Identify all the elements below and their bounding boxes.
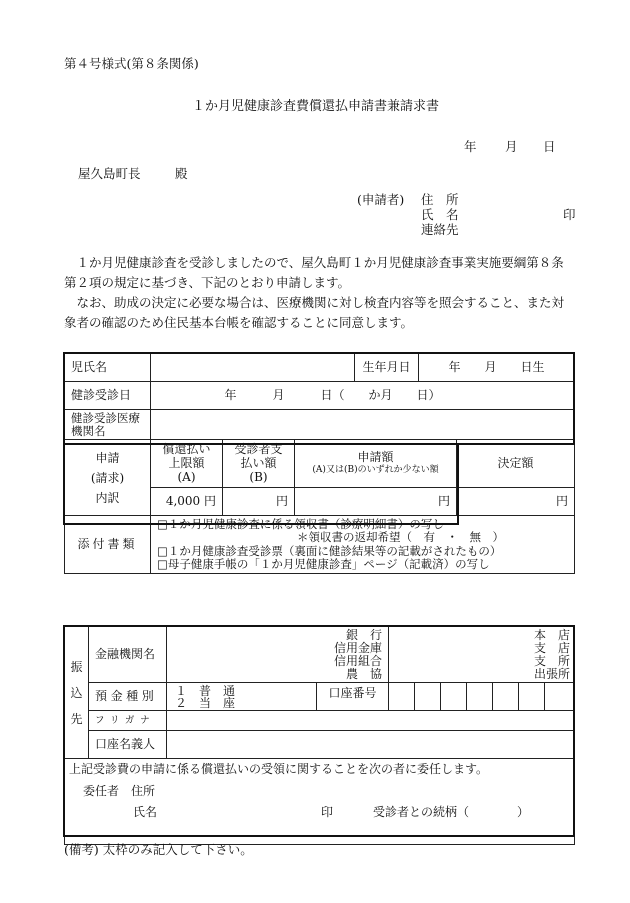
date-day: 日 xyxy=(543,139,556,154)
delegate-name-label: 氏名 xyxy=(133,805,158,819)
account-type-options xyxy=(167,683,317,711)
decided-amount-value: 円 xyxy=(457,488,575,516)
bank-type-bank[interactable]: 銀 行 xyxy=(346,628,383,642)
paid-amount-field[interactable]: 円 xyxy=(223,488,295,516)
branch-type-office[interactable]: 支 所 xyxy=(534,654,571,668)
delegate-seal: 印 xyxy=(321,805,334,819)
bank-name-field[interactable] xyxy=(167,627,389,683)
limit-amount-value: 4,000 円 xyxy=(151,488,223,516)
footer-note: (備考) 太枠のみ記入して下さい。 xyxy=(64,842,253,857)
attachments-list xyxy=(151,516,575,574)
institution-field[interactable] xyxy=(151,410,575,440)
apply-amount-header xyxy=(295,440,457,488)
applicant-seal: 印 xyxy=(563,207,576,222)
applicant-label: (申請者) xyxy=(357,192,405,207)
apply-amount-field[interactable]: 円 xyxy=(295,488,457,516)
attachment-receipt-return[interactable]: ＊領収書の返却希望（ 有 ・ 無 ） xyxy=(297,530,504,544)
account-digit-6[interactable] xyxy=(519,683,545,711)
delegation-section xyxy=(65,759,575,845)
limit-amount-header xyxy=(151,440,223,488)
bank-name-label: 金融機関名 xyxy=(89,627,167,683)
form-title: １か月児健康診査費償還払申請書兼請求書 xyxy=(192,99,440,114)
exam-date-label: 健診受診日 xyxy=(65,382,151,410)
account-type-current[interactable]: ２ 当 座 xyxy=(175,695,236,710)
attachment-mch-handbook[interactable]: □母子健康手帳の「１か月児健康診査」ページ（記載済）の写し xyxy=(157,557,490,571)
addressee: 屋久島町長 xyxy=(78,166,141,181)
account-type-ordinary[interactable]: １ 普 通 xyxy=(175,683,236,698)
body-paragraph-2: なお、助成の決定に必要な場合は、医療機関に対し検査内容等を照会すること、また対象者の確認のため住民基本台帳を確認することに同意します。 xyxy=(64,295,565,330)
branch-type-branch[interactable]: 支 店 xyxy=(534,641,571,655)
account-digit-4[interactable] xyxy=(467,683,493,711)
child-name-label: 児氏名 xyxy=(65,354,151,382)
birth-date-field[interactable]: 年 月 日生 xyxy=(419,354,575,382)
branch-type-main[interactable]: 本 店 xyxy=(534,628,571,642)
attachment-exam-ticket[interactable]: □１か月健康診査受診票（裏面に健診結果等の記載がされたもの） xyxy=(157,543,502,558)
account-digit-3[interactable] xyxy=(441,683,467,711)
bank-type-nokyo[interactable]: 農 協 xyxy=(346,667,383,681)
applicant-address-label: 住 所 xyxy=(421,192,459,207)
application-label-line2: (請求) xyxy=(90,470,125,485)
account-holder-label: 口座名義人 xyxy=(89,731,167,759)
relationship-field[interactable]: 受診者との続柄（ ） xyxy=(373,805,530,819)
limit-header-sub: (A) xyxy=(177,470,196,484)
account-digit-2[interactable] xyxy=(415,683,441,711)
bank-type-kumiai[interactable]: 信用組合 xyxy=(334,654,383,668)
transfer-label-text: 振込先 xyxy=(70,659,83,726)
apply-header-text: 申請額 xyxy=(357,450,394,465)
apply-header-sub: (A)又は(B)のいずれか少ない額 xyxy=(312,465,439,476)
paid-header-text: 受診者支払い額 xyxy=(234,442,283,470)
honorific: 殿 xyxy=(175,166,188,181)
account-digit-1[interactable] xyxy=(389,683,415,711)
branch-type-options xyxy=(534,629,570,681)
account-number-label: 口座番号 xyxy=(317,683,389,711)
application-breakdown-label xyxy=(65,440,151,516)
paid-header-sub: (B) xyxy=(249,470,268,484)
delegation-text: 上記受診費の申請に係る償還払いの受領に関することを次の者に委任します。 xyxy=(69,762,489,776)
furigana-label: フリガナ xyxy=(89,711,167,731)
paid-amount-header xyxy=(223,440,295,488)
child-name-field[interactable] xyxy=(151,354,355,382)
applicant-name-label: 氏 名 xyxy=(421,207,459,222)
limit-header-text: 償還払い上限額 xyxy=(162,442,211,470)
attachment-receipt[interactable]: □１か月児健康診査に係る領収書（診療明細書）の写し xyxy=(157,516,444,531)
exam-date-field[interactable]: 年 月 日（ か月 日） xyxy=(151,382,575,410)
decided-amount-header: 決定額 xyxy=(457,440,575,488)
application-label-line3: 内訳 xyxy=(95,490,120,505)
branch-type-agency[interactable]: 出張所 xyxy=(534,667,571,681)
form-number: 第４号様式(第８条関係) xyxy=(64,56,199,71)
transfer-table xyxy=(64,626,575,845)
attachments-label: 添付書類 xyxy=(65,516,151,574)
body-paragraph-1: １か月児健康診査を受診しましたので、屋久島町１か月児健康診査事業実施要綱第８条第２項の規定に基づき、下記のとおり申請します。 xyxy=(64,255,564,290)
transfer-destination-label xyxy=(65,627,89,759)
account-holder-field[interactable] xyxy=(167,731,575,759)
institution-label: 健診受診医療機関名 xyxy=(65,410,151,440)
account-digit-7[interactable] xyxy=(545,683,575,711)
application-table xyxy=(64,353,575,574)
branch-name-field[interactable] xyxy=(389,627,575,683)
account-digit-5[interactable] xyxy=(493,683,519,711)
bank-type-shinkin[interactable]: 信用金庫 xyxy=(334,641,383,655)
furigana-field[interactable] xyxy=(167,711,575,731)
delegate-address-label: 委任者 住所 xyxy=(83,784,156,798)
date-year: 年 xyxy=(464,139,477,154)
bank-type-options xyxy=(334,629,382,681)
birth-date-label: 生年月日 xyxy=(355,354,419,382)
application-label-line1: 申請 xyxy=(95,450,120,465)
date-month: 月 xyxy=(505,139,518,154)
applicant-contact-label: 連絡先 xyxy=(421,222,459,237)
account-type-label: 預金種別 xyxy=(89,683,167,711)
